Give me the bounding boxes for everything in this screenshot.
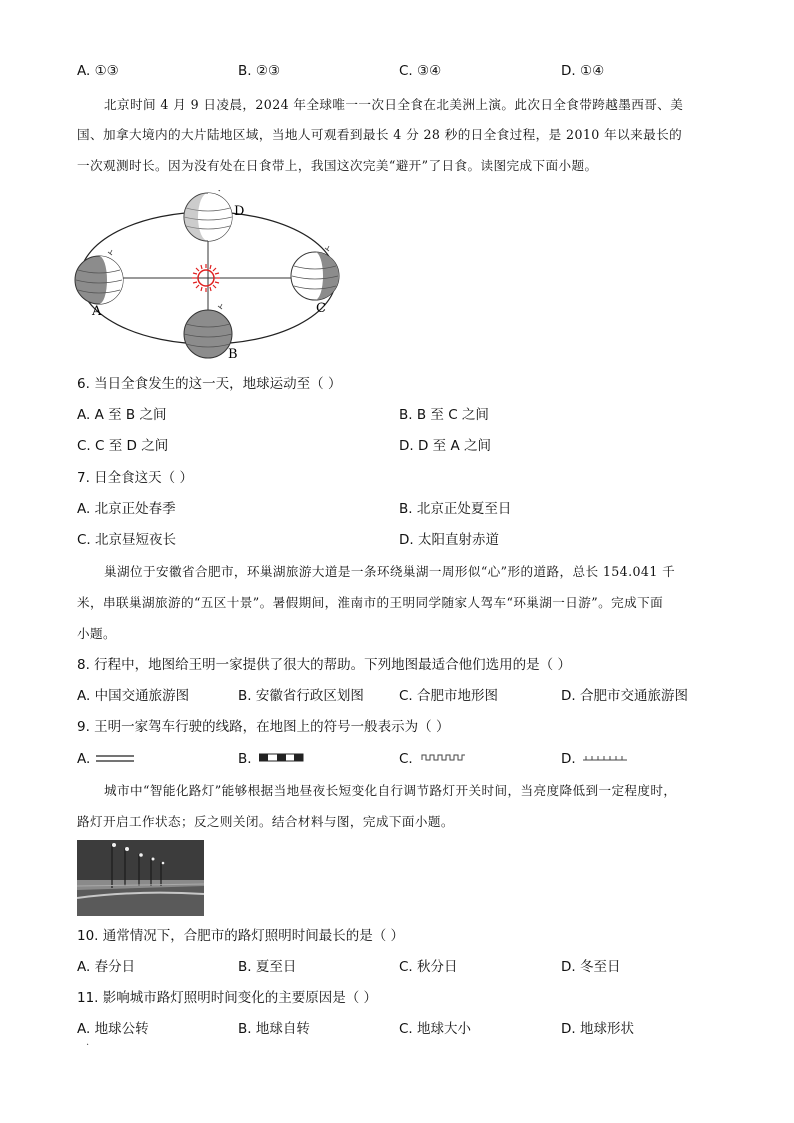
q6-option-d: D. D 至 A 之间	[399, 438, 491, 454]
passage3-line2: 路灯开启工作状态；反之则关闭。结合材料与图，完成下面小题。	[77, 814, 454, 829]
q11-option-d: D. 地球形状	[561, 1021, 634, 1037]
label-a: A	[92, 304, 102, 319]
q8-stem: 8. 行程中，地图给王明一家提供了很大的帮助。下列地图最适合他们选用的是（ ）	[77, 657, 571, 673]
q8-option-d: D. 合肥市交通旅游图	[561, 688, 688, 704]
earth-position-c	[291, 246, 339, 300]
street-lamp-photo	[77, 840, 204, 916]
wall-symbol	[421, 752, 467, 762]
label-c: C	[316, 301, 326, 316]
q7-option-a: A. 北京正处春季	[77, 501, 176, 517]
stray-mark: ·	[86, 1040, 90, 1051]
q5-option-a: A. ①③	[77, 63, 119, 79]
q8-option-c: C. 合肥市地形图	[399, 688, 499, 704]
q6-option-a: A. A 至 B 之间	[77, 407, 167, 423]
q5-option-d: D. ①④	[561, 63, 605, 79]
q11-option-a: A. 地球公转	[77, 1021, 149, 1037]
q11-option-c: C. 地球大小	[399, 1021, 472, 1037]
q10-option-b: B. 夏至日	[238, 959, 297, 975]
q5-option-b: B. ②③	[238, 63, 281, 79]
earth-position-a	[75, 250, 123, 304]
boundary-symbol	[583, 752, 629, 762]
earth-position-b	[184, 304, 232, 358]
q10-option-d: D. 冬至日	[561, 959, 621, 975]
passage1-line2: 国、加拿大境内的大片陆地区域，当地人可观看到最长 4 分 28 秒的日全食过程，是 2010 年以来最长的	[77, 127, 683, 142]
passage2-line3: 小题。	[77, 626, 116, 641]
passage3-line1: 城市中“智能化路灯”能够根据当地昼夜长短变化自行调节路灯开关时间，当亮度降低到一定程度时，	[104, 783, 677, 798]
label-b: B	[228, 347, 238, 362]
q11-stem: 11. 影响城市路灯照明时间变化的主要原因是（ ）	[77, 990, 378, 1006]
q7-option-b: B. 北京正处夏至日	[399, 501, 512, 517]
q10-option-c: C. 秋分日	[399, 959, 458, 975]
q10-stem: 10. 通常情况下，合肥市的路灯照明时间最长的是（ ）	[77, 928, 405, 944]
label-d: D	[234, 204, 245, 219]
passage2-line1: 巢湖位于安徽省合肥市，环巢湖旅游大道是一条环绕巢湖一周形似“心”形的道路，总长 154.041 千	[104, 564, 676, 579]
earth-position-d	[184, 190, 232, 241]
q9-option-b-label: B.	[238, 751, 252, 767]
double-line-road-symbol	[96, 754, 136, 764]
earth-orbit-diagram	[68, 190, 358, 362]
passage1-line3: 一次观测时长。因为没有处在日食带上，我国这次完美“避开”了日食。读图完成下面小题。	[77, 158, 598, 173]
q5-option-c: C. ③④	[399, 63, 442, 79]
q7-option-c: C. 北京昼短夜长	[77, 532, 177, 548]
q7-stem: 7. 日全食这天（ ）	[77, 470, 193, 486]
railway-symbol	[259, 753, 305, 763]
q11-option-b: B. 地球自转	[238, 1021, 310, 1037]
q6-stem: 6. 当日全食发生的这一天，地球运动至（ ）	[77, 376, 342, 392]
q9-option-d-label: D.	[561, 751, 576, 767]
q6-option-c: C. C 至 D 之间	[77, 438, 169, 454]
q6-option-b: B. B 至 C 之间	[399, 407, 489, 423]
q10-option-a: A. 春分日	[77, 959, 136, 975]
passage1-line1: 北京时间 4 月 9 日凌晨，2024 年全球唯一一次日全食在北美洲上演。此次日全食带跨越墨西哥、美	[104, 97, 684, 112]
passage2-line2: 米，串联巢湖旅游的“五区十景”。暑假期间，淮南市的王明同学随家人驾车“环巢湖一日游”。完成下面	[77, 595, 664, 610]
q9-option-c-label: C.	[399, 751, 413, 767]
q9-stem: 9. 王明一家驾车行驶的线路，在地图上的符号一般表示为（ ）	[77, 719, 450, 735]
q9-option-a-label: A.	[77, 751, 91, 767]
q8-option-a: A. 中国交通旅游图	[77, 688, 190, 704]
q7-option-d: D. 太阳直射赤道	[399, 532, 499, 548]
q8-option-b: B. 安徽省行政区划图	[238, 688, 364, 704]
